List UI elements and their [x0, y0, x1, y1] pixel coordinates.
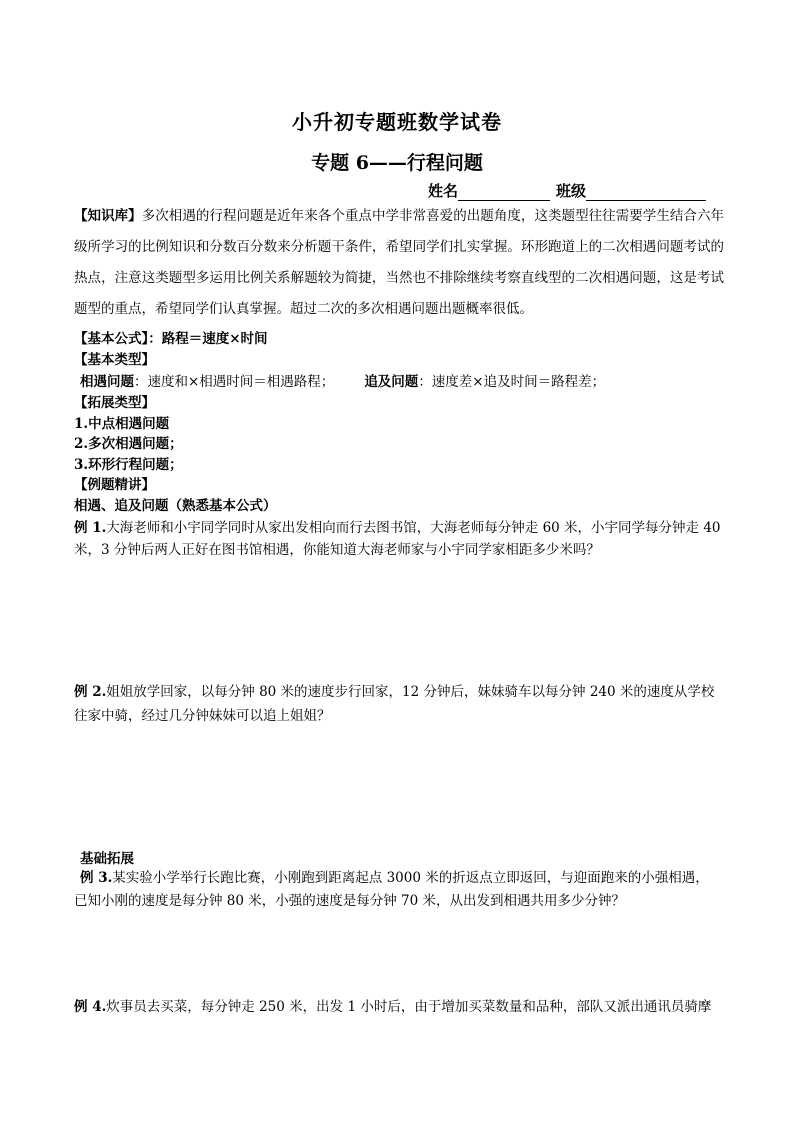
- knowledge-text: 多次相遇的行程问题是近年来各个重点中学非常喜爱的出题角度，这类题型往往需要学生结合六年级所学习的比例知识和分数百分数来分析题干条件，希望同学们扎实掌握。环形跑道上的二次相遇问题考试的热点，注意这类题型多运用比例关系解题较为简捷，当然也不排除继续考察直线型的二次相遇问题，这是考试题型的重点，希望同学们认真掌握。超过二次的多次相遇问题出题概率很低。: [74, 208, 725, 317]
- example-1-line-1: [74, 516, 721, 536]
- page-title: 小升初专题班数学试卷: [292, 110, 502, 134]
- knowledge-label: 【知识库】: [74, 208, 142, 224]
- knowledge-paragraph: [74, 201, 724, 325]
- extended-types-label: 【拓展类型】: [74, 395, 155, 411]
- extended-item-3: 3.环形行程问题；: [74, 457, 183, 473]
- example-2-line-2: 往家中骑，经过几分钟妹妹可以追上姐姐？: [74, 708, 331, 724]
- example-2-line-1: [74, 680, 714, 700]
- section-heading-1: 相遇、追及问题（熟悉基本公式）: [74, 498, 277, 514]
- example-3-label: 例 3.: [80, 870, 113, 886]
- example-4-text-1: 炊事员去买菜，每分钟走 250 米，出发 1 小时后，由于增加买菜数量和品种，部队又派出通讯员骑摩: [106, 999, 712, 1015]
- example-3-line-2: 已知小刚的速度是每分钟 80 米，小强的速度是每分钟 70 米，从出发到相遇共用多少分钟？: [74, 893, 626, 909]
- basic-types-label: 【基本类型】: [74, 352, 155, 368]
- formula-text: ：路程＝速度×时间: [148, 331, 268, 347]
- chase-label: 追及问题: [364, 374, 419, 390]
- examples-header: 【例题精讲】: [74, 477, 155, 493]
- extended-item-2: 2.多次相遇问题；: [74, 436, 183, 452]
- example-4-label: 例 4.: [74, 999, 107, 1015]
- meet-text: ：速度和×相遇时间＝相遇路程；: [134, 374, 335, 390]
- example-2-label: 例 2.: [74, 684, 107, 700]
- extended-item-1: 1.中点相遇问题: [74, 416, 170, 432]
- example-1-text-1: 大海老师和小宇同学同时从家出发相向而行去图书馆，大海老师每分钟走 60 米，小宇同学每分钟走 40: [106, 520, 721, 536]
- example-2-text-1: 姐姐放学回家，以每分钟 80 米的速度步行回家，12 分钟后，妹妹骑车以每分钟 240 米的速度从学校: [106, 684, 715, 700]
- name-blank[interactable]: [458, 184, 550, 201]
- formula-label: 【基本公式】: [74, 331, 149, 347]
- basic-types-line: [80, 370, 605, 390]
- example-3-line-1: [80, 866, 709, 886]
- example-3-text-1: 某实验小学举行长跑比赛，小刚跑到距离起点 3000 米的折返点立即返回，与迎面跑来的小强相遇，: [112, 870, 709, 886]
- class-blank[interactable]: [586, 184, 706, 201]
- page-subtitle: 专题 6——行程问题: [311, 152, 483, 174]
- class-label: 班级: [556, 182, 587, 200]
- name-class-line: [428, 180, 706, 201]
- example-1-label: 例 1.: [74, 520, 107, 536]
- chase-text: ：速度差×追及时间＝路程差；: [418, 374, 606, 390]
- example-4-line-1: [74, 995, 711, 1015]
- meet-label: 相遇问题: [80, 374, 134, 390]
- example-1-line-2: 米，3 分钟后两人正好在图书馆相遇，你能知道大海老师家与小宇同学家相距多少米吗？: [74, 542, 600, 558]
- formula-line: [74, 327, 268, 347]
- name-label: 姓名: [428, 182, 459, 200]
- section-heading-2: 基础拓展: [80, 851, 134, 867]
